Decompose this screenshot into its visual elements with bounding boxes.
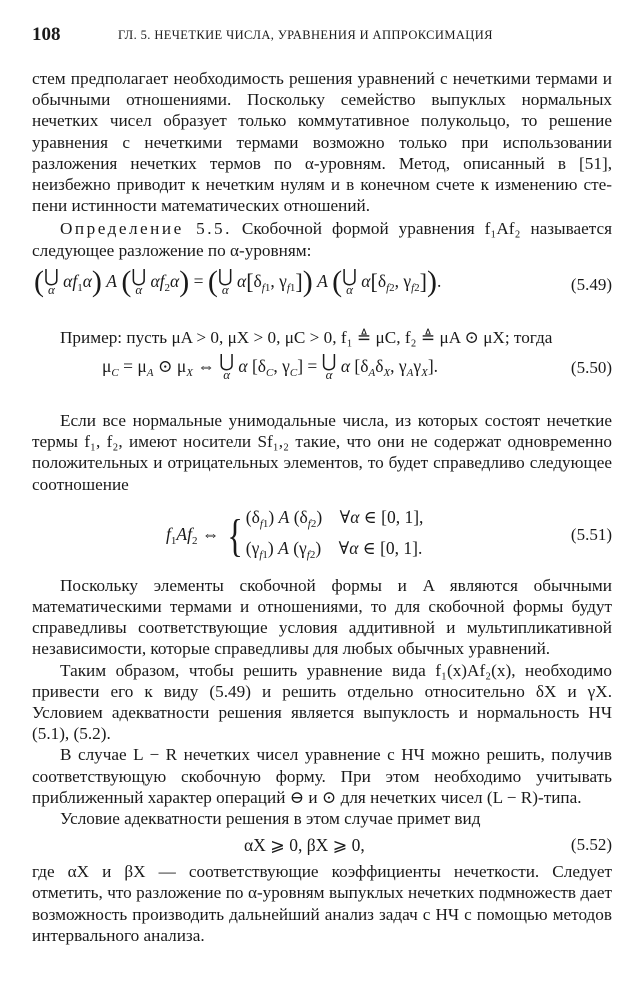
- paragraph-lr-numbers: В случае L − R нечетких чисел уравнение с НЧ можно решить, получив соответствующую скобочную форму. При этом необходимо учитывать приближенный характер операций ⊖ и ⊙ для нечетких чисел (L − R)-типа.: [32, 745, 612, 807]
- paragraph-independence: Поскольку элементы скобочной формы и A являются обычными математическими термами и отношениями, то для скобочной формы будут справедливы соответствующие условия аддитивной и мультипликативной независимости, которые справедливы для любых обычных уравнений.: [32, 575, 612, 659]
- equation-5-51-body: $f_1Af_2$ ⇔ {$(\delta_{f1})$ A $(\delta_{f2})$ ∀α ∈ [0, 1], $(\gamma_{f1})$ A $(\gamma_{f2})$ ∀α ∈ [0, 1].: [166, 506, 424, 561]
- equation-5-49-body: ( ⋃ α $\alpha f_1\alpha$) A ( ⋃ α $\alpha f_2\alpha$) = ( ⋃ α $\alpha[\delta_{f1}$, $\gamma_{f1}$]) A ( ⋃ α $\alpha[\delta_{f2}$, $\gamma_{f2}$]).: [34, 264, 442, 298]
- page-number: 108: [32, 24, 61, 45]
- definition-text: Скобочной формой уравнения f₁Af₂ называется следующее разложение по α-уровням:: [32, 219, 613, 260]
- running-head: ГЛ. 5. НЕЧЕТКИЕ ЧИСЛА, УРАВНЕНИЯ И АППРОКСИМАЦИЯ: [118, 28, 493, 42]
- paragraph-continuation: стем предполагает необходимость решения уравнений с нечеткими термами и обычными отношениями. Поскольку семейство выпуклых нормальных нечетких чисел образует только коммутативное полукольцо, то решение уравнения с нечеткими термами возможно только при использовании разложения нечетких термов по α-уровням. Метод, описанный в [51], неизбежно приводит к нечетким нулям и в конечном счете к изменению степени истинности математических отношений.: [32, 69, 612, 216]
- definition-label: Определение 5.5.: [60, 219, 232, 239]
- equation-5-49: [32, 265, 612, 313]
- equation-5-50: [32, 352, 612, 398]
- equation-number: (5.51): [570, 524, 612, 544]
- paragraph-solve: Таким образом, чтобы решить уравнение вида f₁(x)Af₂(x), необходимо привести его к виду (5.49) и решить отдельно относительно δX и γX. Условием адекватности решения является выпуклость и нормальность НЧ (5.1), (5.2).: [32, 660, 612, 744]
- equation-5-51: [32, 503, 612, 569]
- page-header: [32, 22, 612, 52]
- equation-5-52: [32, 833, 612, 861]
- paragraph-supports: Если все нормальные унимодальные числа, из которых состоят нечеткие термы f₁, f₂, имеют носители Sf₁,₂ такие, что они не содержат одновременно положительных и отрицательных элементов, то будет справедливо следующее соотношение: [32, 411, 612, 494]
- example-paragraph: Пример: пусть μA > 0, μX > 0, μC > 0, f₁ ≜ μC, f₂ ≜ μA ⊙ μX; тогда: [60, 327, 553, 347]
- equation-number: (5.50): [570, 358, 612, 378]
- equation-number: (5.49): [570, 274, 612, 294]
- paragraph-conclusion: где αX и βX — соответствующие коэффициенты нечеткости. Следует отметить, что разложение по α-уровням выпуклых нечетких подмножеств дает возможность производить дальнейший анализ задач с НЧ с помощью методов интервального анализа.: [32, 862, 612, 945]
- equation-5-52-body: αX ⩾ 0, βX ⩾ 0,: [244, 835, 365, 856]
- page: [32, 22, 612, 946]
- definition: [32, 218, 612, 260]
- equation-5-50-body: $\mu_C = \mu_A$ ⊙ $\mu_X$ ⇔ ⋃ α α [$\delta_C$, $\gamma_C$] = ⋃ α α [$\delta_A\delta_X$, $\gamma_A\gamma_X$].: [102, 351, 439, 383]
- equation-number: (5.52): [570, 835, 612, 855]
- paragraph-adequacy: Условие адекватности решения в этом случае примет вид: [60, 809, 481, 829]
